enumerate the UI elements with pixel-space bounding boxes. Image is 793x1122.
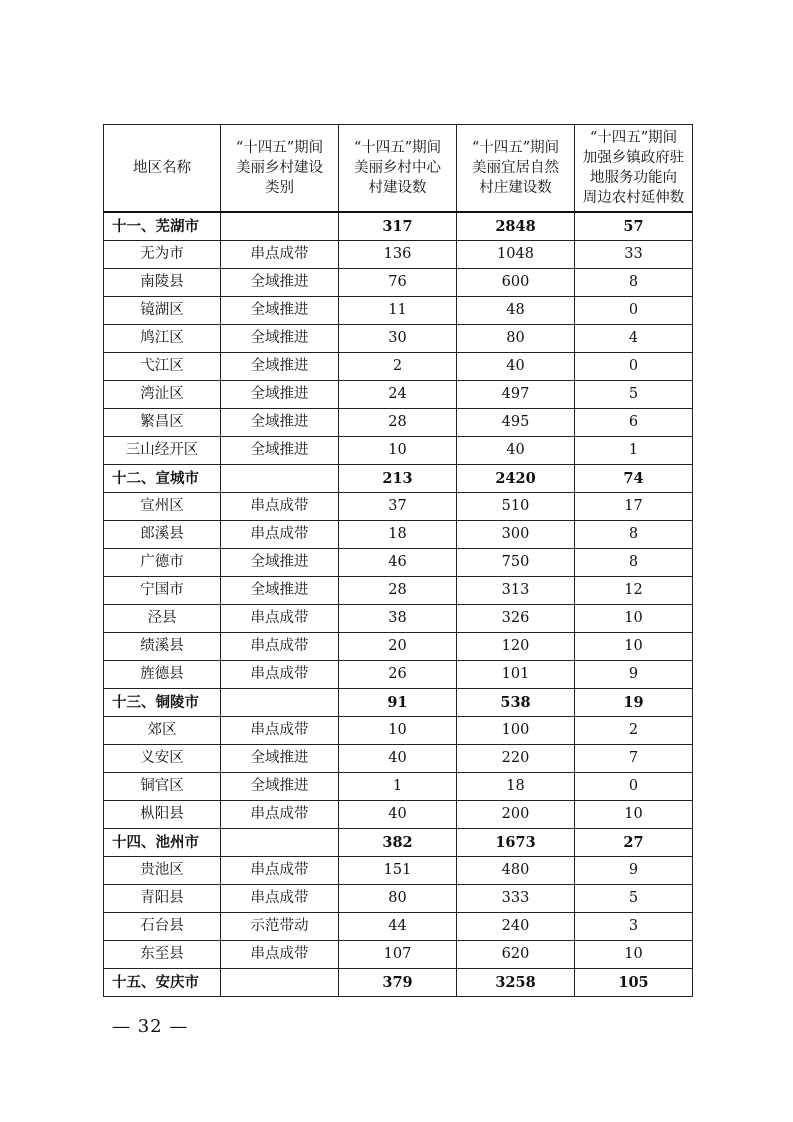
cell-natural-village: 620 [457, 941, 575, 969]
cell-service-extension: 6 [575, 409, 693, 437]
cell-category: 全域推进 [221, 549, 339, 577]
cell-center-village: 379 [339, 969, 457, 997]
county-row [104, 605, 693, 633]
cell-center-village: 10 [339, 717, 457, 745]
county-row [104, 941, 693, 969]
cell-natural-village: 40 [457, 437, 575, 465]
table-body [104, 212, 693, 997]
header-service-extension [575, 125, 693, 213]
cell-category: 串点成带 [221, 801, 339, 829]
cell-center-village: 44 [339, 913, 457, 941]
table-header [104, 125, 693, 213]
cell-category: 全域推进 [221, 325, 339, 353]
page-number: — 32 — [112, 1016, 189, 1037]
header-line: 地服务功能向 [590, 170, 677, 186]
county-row [104, 269, 693, 297]
cell-region: 宁国市 [104, 577, 221, 605]
county-row [104, 661, 693, 689]
cell-center-village: 76 [339, 269, 457, 297]
header-category [221, 125, 339, 213]
cell-natural-village: 80 [457, 325, 575, 353]
header-row [104, 125, 693, 213]
cell-center-village: 40 [339, 745, 457, 773]
cell-category: 全域推进 [221, 409, 339, 437]
cell-service-extension: 8 [575, 549, 693, 577]
cell-service-extension: 19 [575, 689, 693, 717]
county-row [104, 437, 693, 465]
cell-category: 全域推进 [221, 353, 339, 381]
cell-center-village: 46 [339, 549, 457, 577]
cell-service-extension: 17 [575, 493, 693, 521]
county-row [104, 241, 693, 269]
cell-natural-village: 120 [457, 633, 575, 661]
cell-natural-village: 101 [457, 661, 575, 689]
header-line: 村庄建设数 [479, 180, 552, 196]
cell-natural-village: 300 [457, 521, 575, 549]
cell-service-extension: 5 [575, 885, 693, 913]
cell-center-village: 11 [339, 297, 457, 325]
county-row [104, 325, 693, 353]
cell-category: 串点成带 [221, 605, 339, 633]
header-line: 地区名称 [133, 160, 191, 176]
city-row [104, 829, 693, 857]
county-row [104, 745, 693, 773]
cell-region: 镜湖区 [104, 297, 221, 325]
cell-region: 枞阳县 [104, 801, 221, 829]
cell-service-extension: 12 [575, 577, 693, 605]
cell-region: 广德市 [104, 549, 221, 577]
cell-center-village: 213 [339, 465, 457, 493]
cell-natural-village: 40 [457, 353, 575, 381]
cell-category: 全域推进 [221, 297, 339, 325]
cell-service-extension: 8 [575, 269, 693, 297]
cell-region: 郊区 [104, 717, 221, 745]
cell-center-village: 107 [339, 941, 457, 969]
county-row [104, 857, 693, 885]
cell-service-extension: 10 [575, 801, 693, 829]
cell-natural-village: 220 [457, 745, 575, 773]
cell-center-village: 80 [339, 885, 457, 913]
cell-center-village: 1 [339, 773, 457, 801]
cell-region: 南陵县 [104, 269, 221, 297]
cell-region: 石台县 [104, 913, 221, 941]
county-row [104, 381, 693, 409]
county-row [104, 493, 693, 521]
header-line: 村建设数 [368, 180, 427, 196]
cell-region: 绩溪县 [104, 633, 221, 661]
cell-natural-village: 480 [457, 857, 575, 885]
county-row [104, 521, 693, 549]
cell-center-village: 317 [339, 212, 457, 241]
cell-center-village: 28 [339, 409, 457, 437]
cell-center-village: 28 [339, 577, 457, 605]
county-row [104, 633, 693, 661]
cell-service-extension: 0 [575, 773, 693, 801]
cell-natural-village: 750 [457, 549, 575, 577]
cell-category: 示范带动 [221, 913, 339, 941]
county-row [104, 297, 693, 325]
cell-natural-village: 497 [457, 381, 575, 409]
cell-center-village: 24 [339, 381, 457, 409]
header-natural-village [457, 125, 575, 213]
cell-region: 繁昌区 [104, 409, 221, 437]
cell-service-extension: 4 [575, 325, 693, 353]
cell-natural-village: 313 [457, 577, 575, 605]
cell-category: 全域推进 [221, 773, 339, 801]
cell-category: 串点成带 [221, 941, 339, 969]
header-line: 美丽乡村中心 [354, 160, 441, 176]
header-line: 美丽宜居自然 [472, 160, 559, 176]
cell-natural-village: 48 [457, 297, 575, 325]
cell-natural-village: 100 [457, 717, 575, 745]
cell-category: 全域推进 [221, 437, 339, 465]
header-line: 加强乡镇政府驻 [582, 150, 685, 166]
cell-category [221, 689, 339, 717]
cell-center-village: 38 [339, 605, 457, 633]
cell-natural-village: 200 [457, 801, 575, 829]
cell-service-extension: 7 [575, 745, 693, 773]
cell-category: 全域推进 [221, 269, 339, 297]
county-row [104, 577, 693, 605]
cell-category: 全域推进 [221, 745, 339, 773]
cell-region: 十五、安庆市 [104, 969, 221, 997]
cell-region: 铜官区 [104, 773, 221, 801]
cell-natural-village: 326 [457, 605, 575, 633]
cell-service-extension: 33 [575, 241, 693, 269]
cell-center-village: 40 [339, 801, 457, 829]
city-row [104, 212, 693, 241]
cell-region: 无为市 [104, 241, 221, 269]
city-row [104, 969, 693, 997]
cell-category [221, 212, 339, 241]
cell-natural-village: 2848 [457, 212, 575, 241]
data-table [103, 124, 693, 997]
cell-category: 串点成带 [221, 633, 339, 661]
cell-natural-village: 240 [457, 913, 575, 941]
cell-center-village: 20 [339, 633, 457, 661]
cell-region: 东至县 [104, 941, 221, 969]
cell-region: 宣州区 [104, 493, 221, 521]
cell-service-extension: 1 [575, 437, 693, 465]
county-row [104, 913, 693, 941]
cell-region: 十一、芜湖市 [104, 212, 221, 241]
cell-category: 串点成带 [221, 241, 339, 269]
cell-region: 湾沚区 [104, 381, 221, 409]
cell-natural-village: 18 [457, 773, 575, 801]
cell-natural-village: 600 [457, 269, 575, 297]
cell-service-extension: 0 [575, 297, 693, 325]
cell-region: 郎溪县 [104, 521, 221, 549]
cell-natural-village: 538 [457, 689, 575, 717]
cell-service-extension: 5 [575, 381, 693, 409]
city-row [104, 465, 693, 493]
county-row [104, 717, 693, 745]
cell-center-village: 26 [339, 661, 457, 689]
cell-center-village: 91 [339, 689, 457, 717]
cell-service-extension: 74 [575, 465, 693, 493]
county-row [104, 409, 693, 437]
cell-natural-village: 1673 [457, 829, 575, 857]
header-line: 美丽乡村建设 [236, 160, 323, 176]
cell-region: 义安区 [104, 745, 221, 773]
header-line: “十四五”期间 [235, 140, 324, 156]
county-row [104, 353, 693, 381]
cell-service-extension: 105 [575, 969, 693, 997]
cell-center-village: 30 [339, 325, 457, 353]
cell-center-village: 2 [339, 353, 457, 381]
cell-category: 串点成带 [221, 857, 339, 885]
cell-center-village: 151 [339, 857, 457, 885]
header-line: “十四五”期间 [353, 140, 442, 156]
county-row [104, 549, 693, 577]
cell-center-village: 18 [339, 521, 457, 549]
header-line: 周边农村延伸数 [582, 190, 685, 206]
cell-center-village: 136 [339, 241, 457, 269]
cell-category: 串点成带 [221, 661, 339, 689]
cell-service-extension: 27 [575, 829, 693, 857]
cell-category: 串点成带 [221, 521, 339, 549]
cell-category: 串点成带 [221, 717, 339, 745]
cell-region: 贵池区 [104, 857, 221, 885]
header-center-village [339, 125, 457, 213]
cell-region: 十二、宣城市 [104, 465, 221, 493]
cell-region: 青阳县 [104, 885, 221, 913]
cell-natural-village: 333 [457, 885, 575, 913]
cell-service-extension: 9 [575, 857, 693, 885]
cell-region: 弋江区 [104, 353, 221, 381]
cell-service-extension: 3 [575, 913, 693, 941]
cell-category [221, 969, 339, 997]
cell-category: 全域推进 [221, 381, 339, 409]
cell-category: 串点成带 [221, 493, 339, 521]
cell-category: 全域推进 [221, 577, 339, 605]
header-line: “十四五”期间 [589, 130, 678, 146]
cell-service-extension: 57 [575, 212, 693, 241]
cell-center-village: 10 [339, 437, 457, 465]
header-line: “十四五”期间 [471, 140, 560, 156]
cell-category [221, 829, 339, 857]
cell-natural-village: 3258 [457, 969, 575, 997]
cell-region: 十四、池州市 [104, 829, 221, 857]
cell-region: 十三、铜陵市 [104, 689, 221, 717]
county-row [104, 885, 693, 913]
cell-service-extension: 8 [575, 521, 693, 549]
cell-service-extension: 0 [575, 353, 693, 381]
cell-region: 泾县 [104, 605, 221, 633]
cell-service-extension: 10 [575, 605, 693, 633]
cell-center-village: 382 [339, 829, 457, 857]
cell-center-village: 37 [339, 493, 457, 521]
cell-region: 鸠江区 [104, 325, 221, 353]
county-row [104, 773, 693, 801]
header-line: 类别 [265, 180, 294, 196]
cell-service-extension: 2 [575, 717, 693, 745]
cell-region: 三山经开区 [104, 437, 221, 465]
cell-natural-village: 2420 [457, 465, 575, 493]
cell-region: 旌德县 [104, 661, 221, 689]
cell-service-extension: 10 [575, 633, 693, 661]
cell-service-extension: 10 [575, 941, 693, 969]
header-region [104, 125, 221, 213]
county-row [104, 801, 693, 829]
cell-natural-village: 495 [457, 409, 575, 437]
cell-category: 串点成带 [221, 885, 339, 913]
cell-service-extension: 9 [575, 661, 693, 689]
cell-category [221, 465, 339, 493]
cell-natural-village: 1048 [457, 241, 575, 269]
city-row [104, 689, 693, 717]
cell-natural-village: 510 [457, 493, 575, 521]
